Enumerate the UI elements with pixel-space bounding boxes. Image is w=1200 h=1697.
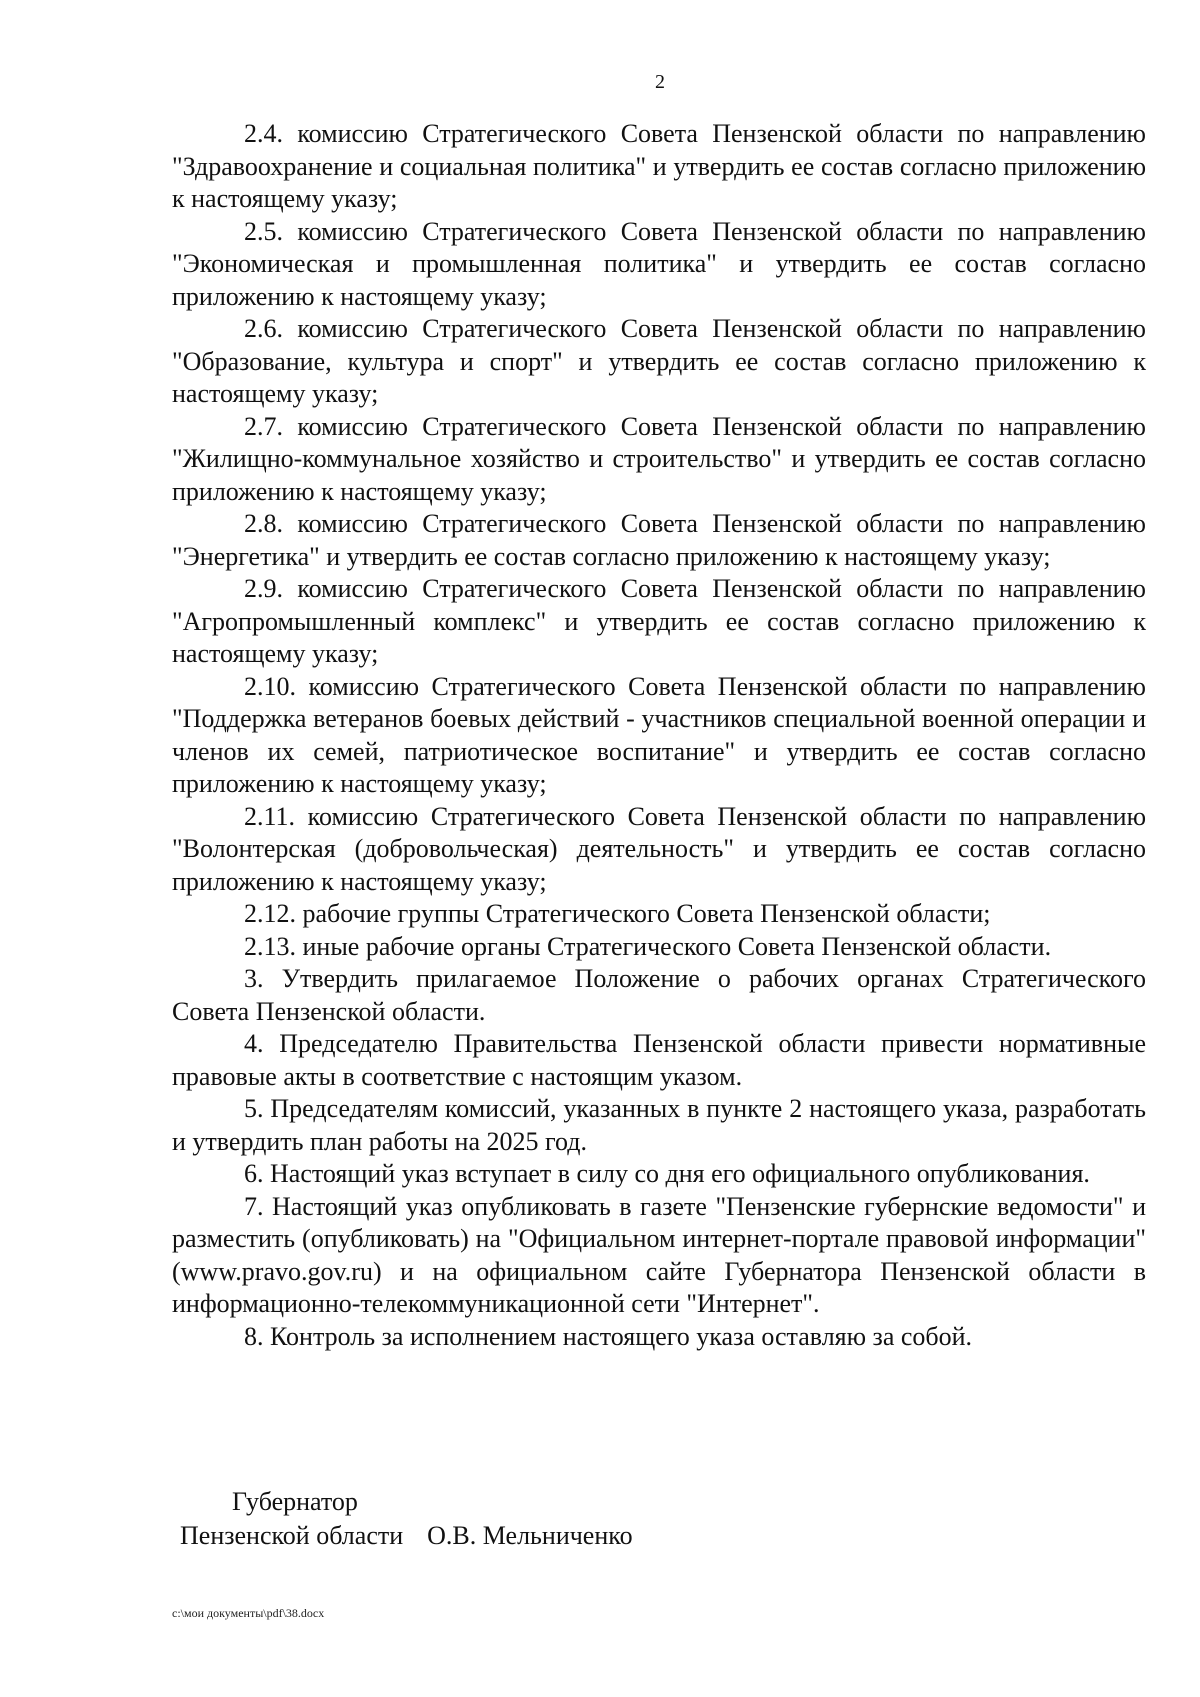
signature-title: Губернатор bbox=[232, 1487, 358, 1516]
paragraph-7: 7. Настоящий указ опубликовать в газете "Пензенские губернские ведомости" и разместить (опубликовать) на "Официальном интернет-портале правовой информации" (www.pravo.gov.ru) и на официальном сайте Губернатора Пензенской области в информационно-телекоммуникационной сети "Интернет". bbox=[172, 1191, 1146, 1318]
paragraph-2-5: 2.5. комиссию Стратегического Совета Пензенской области по направлению "Экономическая и промышленная политика" и утвердить ее состав согласно приложению к настоящему указу; bbox=[172, 216, 1146, 311]
document-body bbox=[172, 118, 1146, 1353]
paragraph-3: 3. Утвердить прилагаемое Положение о рабочих органах Стратегического Совета Пензенской области. bbox=[172, 964, 1146, 1026]
signature-region: Пензенской области bbox=[180, 1521, 404, 1550]
paragraph-2-6: 2.6. комиссию Стратегического Совета Пензенской области по направлению "Образование, культура и спорт" и утвердить ее состав согласно приложению к настоящему указу; bbox=[172, 314, 1146, 408]
paragraph-6: 6. Настоящий указ вступает в силу со дня его официального опубликования. bbox=[244, 1159, 1090, 1188]
signature-line bbox=[172, 1519, 772, 1553]
paragraph-2-7: 2.7. комиссию Стратегического Совета Пензенской области по направлению "Жилищно-коммунальное хозяйство и строительство" и утвердить ее состав согласно приложению к настоящему указу; bbox=[172, 411, 1146, 506]
paragraph-2-11: 2.11. комиссию Стратегического Совета Пензенской области по направлению "Волонтерская (добровольческая) деятельность" и утвердить ее состав согласно приложению к настоящему указу; bbox=[172, 801, 1146, 896]
signature-name: О.В. Мельниченко bbox=[427, 1521, 633, 1550]
signature-block bbox=[172, 1485, 772, 1553]
paragraph-2-10: 2.10. комиссию Стратегического Совета Пензенской области по направлению "Поддержка ветеранов боевых действий - участников специальной военной операции и членов их семей, патриотическое воспитание" и утвердить ее состав согласно приложению к настоящему указу; bbox=[172, 671, 1146, 798]
paragraph-2-4: 2.4. комиссию Стратегического Совета Пензенской области по направлению "Здравоохранение и социальная политика" и утвердить ее состав согласно приложению к настоящему указу; bbox=[172, 119, 1146, 213]
paragraph-8: 8. Контроль за исполнением настоящего указа оставляю за собой. bbox=[244, 1321, 973, 1351]
paragraph-2-13: 2.13. иные рабочие органы Стратегического Совета Пензенской области. bbox=[244, 931, 1052, 961]
paragraph-2-9: 2.9. комиссию Стратегического Совета Пензенской области по направлению "Агропромышленный комплекс" и утвердить ее состав согласно приложению к настоящему указу; bbox=[172, 574, 1146, 668]
page-number: 2 bbox=[655, 71, 665, 93]
paragraph-2-8: 2.8. комиссию Стратегического Совета Пензенской области по направлению "Энергетика" и утвердить ее состав согласно приложению к настоящему указу; bbox=[172, 509, 1146, 571]
file-path-footer: c:\мои документы\pdf\38.docx bbox=[172, 1606, 325, 1620]
paragraph-5: 5. Председателям комиссий, указанных в пункте 2 настоящего указа, разработать и утвердить план работы на 2025 год. bbox=[172, 1094, 1146, 1156]
paragraph-2-12: 2.12. рабочие группы Стратегического Совета Пензенской области; bbox=[244, 899, 991, 928]
paragraph-4: 4. Председателю Правительства Пензенской области привести нормативные правовые акты в соответствие с настоящим указом. bbox=[172, 1029, 1146, 1091]
